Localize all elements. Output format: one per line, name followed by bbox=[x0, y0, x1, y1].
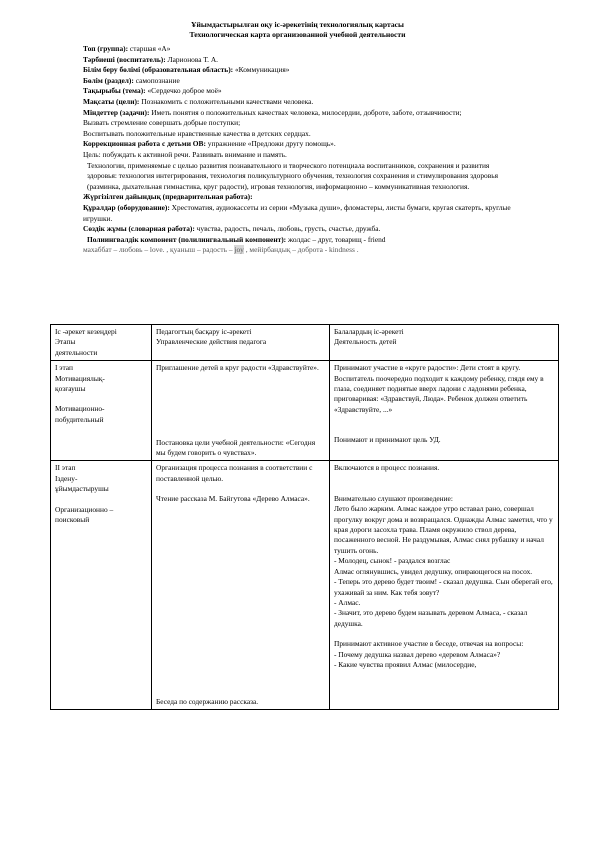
meta-technologies: Технологии, применяемые с целью развития познавательного и творческого потенциала воспитанников, сохранения и развития здоровья: технология интегрирования, технология поликультурного обучения, технология сохранения и стимулирования здоровья (разминка, дыхательная гимнастика, круг радости), игровая технология, информационно – коммуникативная технология. bbox=[87, 160, 498, 191]
lesson-meta bbox=[83, 44, 513, 256]
meta-aim: Цель: побуждать к активной речи. Развивать внимание и память. bbox=[83, 149, 287, 159]
table-header-row bbox=[51, 325, 559, 361]
row1-teacher: Приглашение детей в круг радости «Здравствуйте». Постановка цели учебной деятельности: «Сегодня мы будем говорить о чувствах». bbox=[152, 361, 330, 461]
activity-table bbox=[50, 324, 559, 710]
row1-stage: І этап Мотивациялық- қозғаушы Мотивационно- побудительный bbox=[51, 361, 152, 461]
meta-teacher: Тәрбиеші (воспитатель): Ларионова Т. А. bbox=[83, 54, 219, 64]
meta-goal: Мақсаты (цели): Познакомить с положительными качествами человека. bbox=[83, 96, 314, 106]
meta-correction: Коррекционная работа с детьми ОВ: упражнение «Предложи другу помощь». bbox=[83, 139, 336, 149]
title-russian: Технологическая карта организованной учебной деятельности bbox=[189, 30, 406, 39]
row2-teacher: Организация процесса познания в соответствии с поставленной целью. Чтение рассказа М. Байгутова «Дерево Алмаса». Беседа по содержанию рассказа. bbox=[152, 461, 330, 710]
meta-section: Бөлім (раздел): самопознание bbox=[83, 75, 180, 85]
table-row bbox=[51, 361, 559, 461]
meta-educate: Воспитывать положительные нравственные качества в детских сердцах. bbox=[83, 128, 311, 138]
title-kazakh: Ұйымдастырылған оқу іс-әрекетінің технологиялық картасы bbox=[191, 20, 404, 29]
glossary-highlight: joy bbox=[234, 245, 244, 255]
meta-area: Білім беру бөлімі (образовательная область): «Коммуникация» bbox=[83, 65, 290, 75]
row2-stage: ІІ этап Ізденy- ұйымдастырушы Организационно – поисковый bbox=[51, 461, 152, 710]
row2-children: Включаются в процесс познания. Внимательно слушают произведение: Лето было жарким. Алмас каждое утро вставал рано, совершал прогулку вокруг дома и возвращался. Однажды Алмас заметил, что у края дороги засохла трава. Пламя окружило ствол дерева, посаженного весной. Не раздумывая, Алмас снял рубашку и начал тушить огонь. - Молодец, сынок! - раздался возглас Алмас оглянувшись, увидел дедушку, опирающегося на посох. - Теперь это дерево будет твоим! - сказал дедушка. Сын оберегай его, ухаживай за ним. Как тебя зовут? - Алмас. - Значит, это дерево будем называть деревом Алмаса, - сказал дедушка. Принимают активное участие в беседе, отвечая на вопросы: - Почему дедушка назвал дерево «деревом Алмаса»? - Какие чувства проявил Алмас (милосердие, bbox=[330, 461, 559, 710]
header-teacher: Педагогтың басқару іс-әрекеті Управленческие действия педагога bbox=[152, 325, 330, 361]
meta-polylingual: Полиингвалдік компонент (полилингвальный компонент): жолдас – друг, товарищ - friend bbox=[87, 234, 386, 244]
meta-tasks: Міндеттер (задачи): Иметь понятия о положительных качествах человека, милосердии, доброте, заботе, отзывчивости; bbox=[83, 107, 462, 117]
header-stage: Іс -әрекет кезеңдері Этапы деятельности bbox=[51, 325, 152, 361]
meta-group: Топ (группа): старшая «А» bbox=[83, 44, 171, 53]
meta-topic: Тақырыбы (тема): «Сердечко доброе моё» bbox=[83, 86, 222, 96]
row1-children: Принимают участие в «круге радости»: Дети стоят в кругу. Воспитатель поочередно подходит к каждому ребенку, глядя ему в глаза, соединяет поднятые вверх ладони с ладонями ребенка, приговаривая: «Здравствуй, Люда». Ребенок должен ответить «Здравствуйте, ...» Понимают и принимают цель УД. bbox=[330, 361, 559, 461]
meta-aspire: Вызвать стремление совершать добрые поступки; bbox=[83, 118, 241, 128]
meta-equipment: Құралдар (оборудование): Хрестоматия, аудиокассеты из серии «Музыка души», фломастеры, листы бумаги, кругая скатерть, круглые игрушки. bbox=[83, 202, 511, 223]
document-title bbox=[0, 20, 595, 40]
meta-glossary: махаббат – любовь – love. , қуаныш – радость – joy , мейірбандық – доброта - kindness . bbox=[83, 245, 359, 255]
meta-prelim: Жүргізілген дайындық (предварительная работа): bbox=[83, 192, 253, 202]
table-row bbox=[51, 461, 559, 710]
meta-vocab: Сөздік жұмы (словарная работа): чувства, радость, печаль, любовь, грусть, счастье, дружба. bbox=[83, 224, 381, 234]
header-children: Балалардың іс-әрекеті Деятельность детей bbox=[330, 325, 559, 361]
